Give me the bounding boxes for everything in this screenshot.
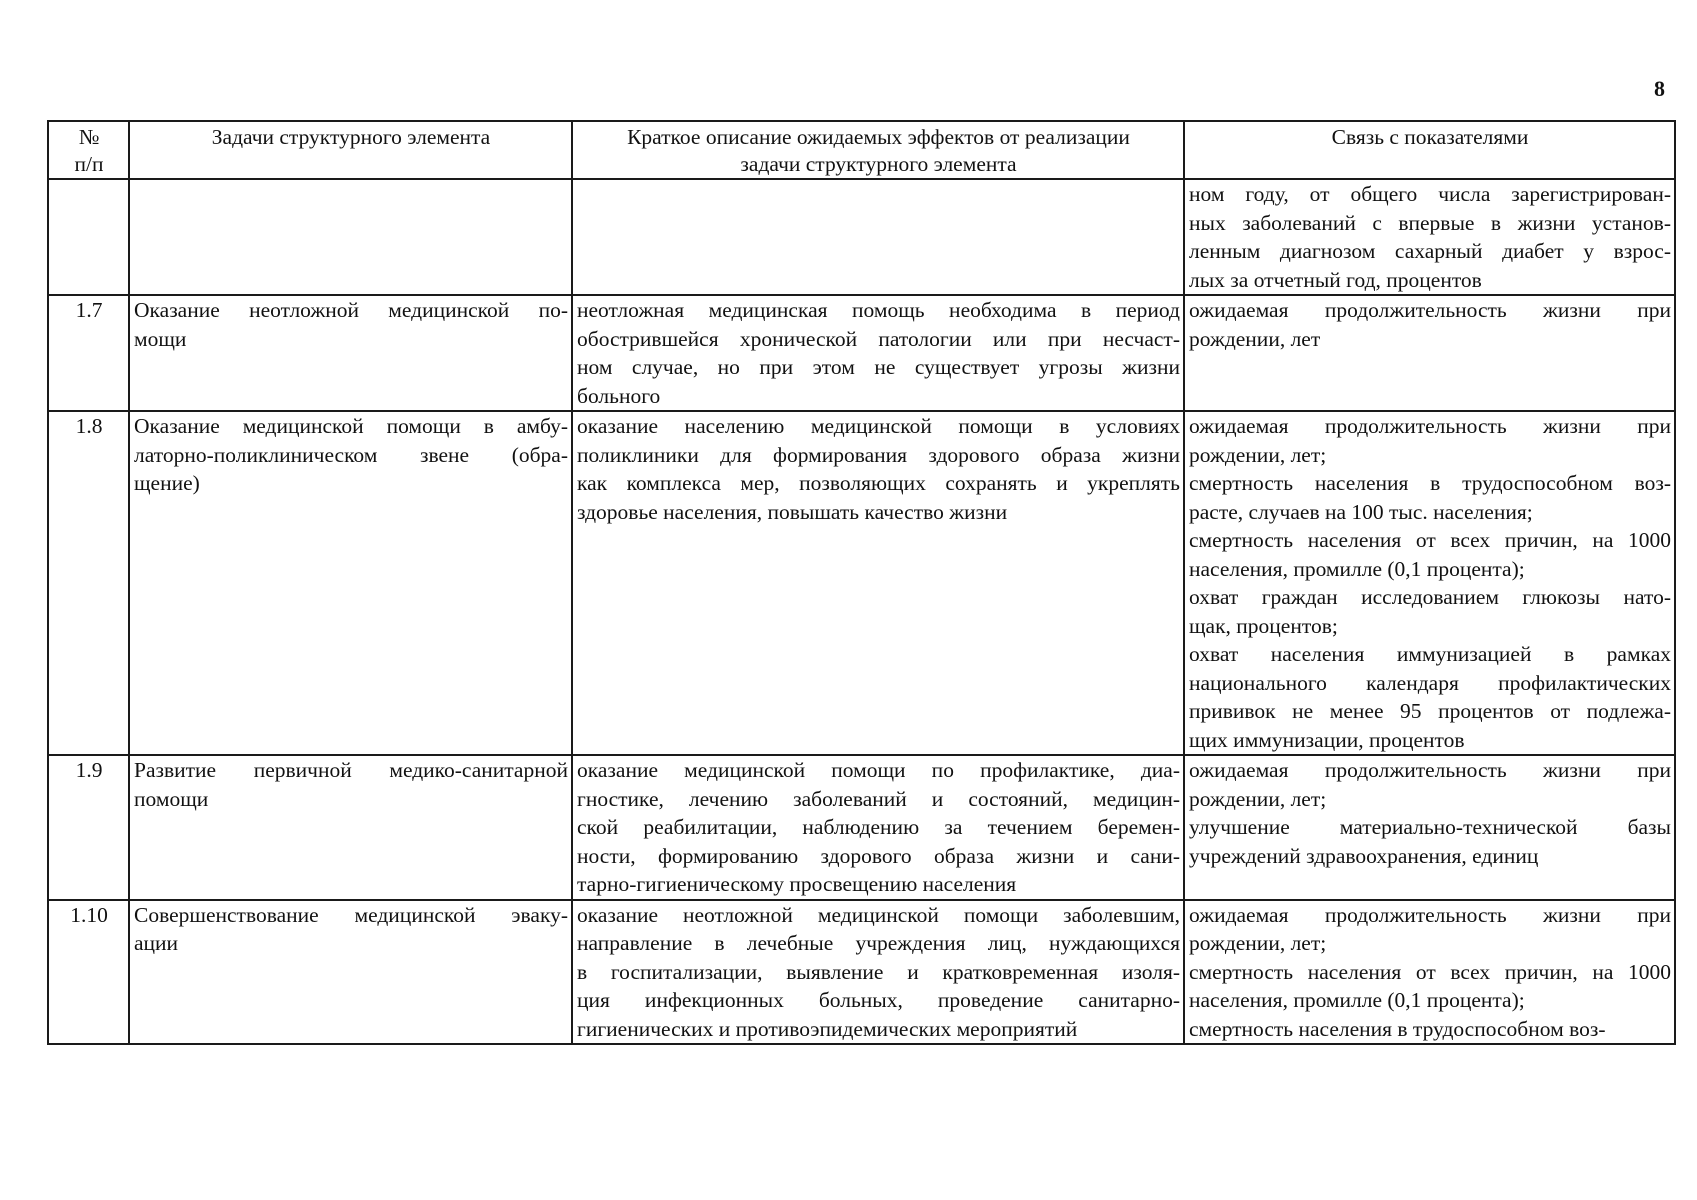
row-number: 1.7: [48, 295, 129, 411]
text-line: ожидаемая продолжительность жизни при: [1189, 758, 1671, 782]
text-line: мощи: [134, 326, 187, 351]
text-line: Развитие первичной медико-санитарной: [134, 758, 568, 782]
text-line: щих иммунизации, процентов: [1189, 727, 1465, 752]
text-line: рождении, лет: [1189, 326, 1321, 351]
text-line: населения, промилле (0,1 процента);: [1189, 556, 1525, 581]
text-line: как комплекса мер, позволяющих сохранять и укреплять: [577, 471, 1180, 495]
text-line: прививок не менее 95 процентов от подлежа-: [1189, 699, 1671, 723]
header-indicators: [1184, 121, 1675, 179]
text-line: Краткое описание ожидаемых эффектов от реализации: [627, 125, 1130, 149]
task-cell: [129, 179, 572, 295]
text-line: гигиенических и противоэпидемических мероприятий: [577, 1016, 1078, 1041]
indicator-cell: [1184, 411, 1675, 755]
indicator-cell: [1184, 900, 1675, 1045]
indicator-cell: [1184, 755, 1675, 900]
text-line: смертность населения от всех причин, на 1000: [1189, 528, 1671, 552]
text-line: учреждений здравоохранения, единиц: [1189, 843, 1539, 868]
text-line: лых за отчетный год, процентов: [1189, 267, 1482, 292]
task-cell: [129, 411, 572, 755]
text-line: смертность населения в трудоспособном воз-: [1189, 471, 1671, 495]
indicator-cell: [1184, 179, 1675, 295]
table-row: [48, 179, 1675, 295]
table-row: [48, 295, 1675, 411]
text-line: ности, формированию здорового образа жизни и сани-: [577, 843, 1180, 868]
text-line: рождении, лет;: [1189, 442, 1327, 467]
header-tasks: [129, 121, 572, 179]
text-line: щение): [134, 471, 200, 495]
text-line: Оказание медицинской помощи в амбу-: [134, 414, 568, 438]
text-line: ция инфекционных больных, проведение санитарно-: [577, 988, 1180, 1012]
text-line: ской реабилитации, наблюдению за течением беремен-: [577, 815, 1180, 839]
text-line: оказание неотложной медицинской помощи заболевшим,: [577, 902, 1180, 927]
row-number: 1.8: [48, 411, 129, 755]
page-number: 8: [1654, 76, 1665, 101]
text-line: ожидаемая продолжительность жизни при: [1189, 414, 1671, 438]
text-line: задачи структурного элемента: [740, 152, 1017, 176]
text-line: охват населения иммунизацией в рамках: [1189, 642, 1671, 666]
text-line: рождении, лет;: [1189, 931, 1327, 955]
table-row: [48, 755, 1675, 900]
text-line: ожидаемая продолжительность жизни при: [1189, 298, 1671, 322]
text-line: смертность населения от всех причин, на 1000: [1189, 959, 1671, 984]
row-number: [48, 179, 129, 295]
text-line: оказание медицинской помощи по профилактике, диа-: [577, 758, 1180, 782]
text-line: щак, процентов;: [1189, 613, 1338, 638]
row-number: 1.10: [48, 900, 129, 1045]
text-line: населения, промилле (0,1 процента);: [1189, 988, 1525, 1012]
text-line: неотложная медицинская помощь необходима в период: [577, 298, 1180, 322]
task-cell: [129, 295, 572, 411]
text-line: поликлиники для формирования здорового образа жизни: [577, 442, 1180, 467]
header-effects: [572, 121, 1184, 179]
text-line: ожидаемая продолжительность жизни при: [1189, 902, 1671, 927]
text-line: больного: [577, 383, 661, 408]
text-line: ации: [134, 931, 179, 955]
effect-cell: [572, 295, 1184, 411]
text-line: латорно-поликлиническом звене (обра-: [134, 442, 568, 467]
table-header-row: [48, 121, 1675, 179]
text-line: Оказание неотложной медицинской по-: [134, 298, 568, 322]
text-line: ном году, от общего числа зарегистрирован-: [1189, 182, 1671, 206]
indicator-cell: [1184, 295, 1675, 411]
text-line: Совершенствование медицинской эваку-: [134, 902, 568, 927]
table-row: [48, 411, 1675, 755]
text-line: №: [78, 125, 100, 149]
effect-cell: [572, 900, 1184, 1045]
effect-cell: [572, 755, 1184, 900]
effect-cell: [572, 179, 1184, 295]
text-line: национального календаря профилактических: [1189, 670, 1671, 695]
task-cell: [129, 900, 572, 1045]
text-line: оказание населению медицинской помощи в условиях: [577, 414, 1180, 438]
text-line: в госпитализации, выявление и кратковременная изоля-: [577, 959, 1180, 984]
structural-element-table: [47, 120, 1676, 1045]
effect-cell: [572, 411, 1184, 755]
text-line: охват граждан исследованием глюкозы нато-: [1189, 585, 1671, 609]
task-cell: [129, 755, 572, 900]
text-line: ных заболеваний с впервые в жизни установ-: [1189, 210, 1671, 235]
text-line: гностике, лечению заболеваний и состояний, медицин-: [577, 786, 1180, 811]
text-line: смертность населения в трудоспособном воз-: [1189, 1016, 1606, 1041]
text-line: Связь с показателями: [1331, 125, 1529, 149]
text-line: улучшение материально-технической базы: [1189, 815, 1671, 839]
text-line: помощи: [134, 786, 209, 811]
text-line: рождении, лет;: [1189, 786, 1327, 811]
header-num: [48, 121, 129, 179]
text-line: Задачи структурного элемента: [211, 125, 491, 149]
text-line: п/п: [74, 152, 104, 176]
text-line: направление в лечебные учреждения лиц, нуждающихся: [577, 931, 1180, 955]
text-line: расте, случаев на 100 тыс. населения;: [1189, 499, 1533, 524]
table-row: [48, 900, 1675, 1045]
text-line: ном случае, но при этом не существует угрозы жизни: [577, 355, 1180, 379]
text-line: обострившейся хронической патологии или при несчаст-: [577, 326, 1180, 351]
text-line: ленным диагнозом сахарный диабет у взрос-: [1189, 239, 1671, 263]
text-line: здоровье населения, повышать качество жизни: [577, 499, 1008, 524]
text-line: тарно-гигиеническому просвещению населения: [577, 872, 1017, 896]
row-number: 1.9: [48, 755, 129, 900]
